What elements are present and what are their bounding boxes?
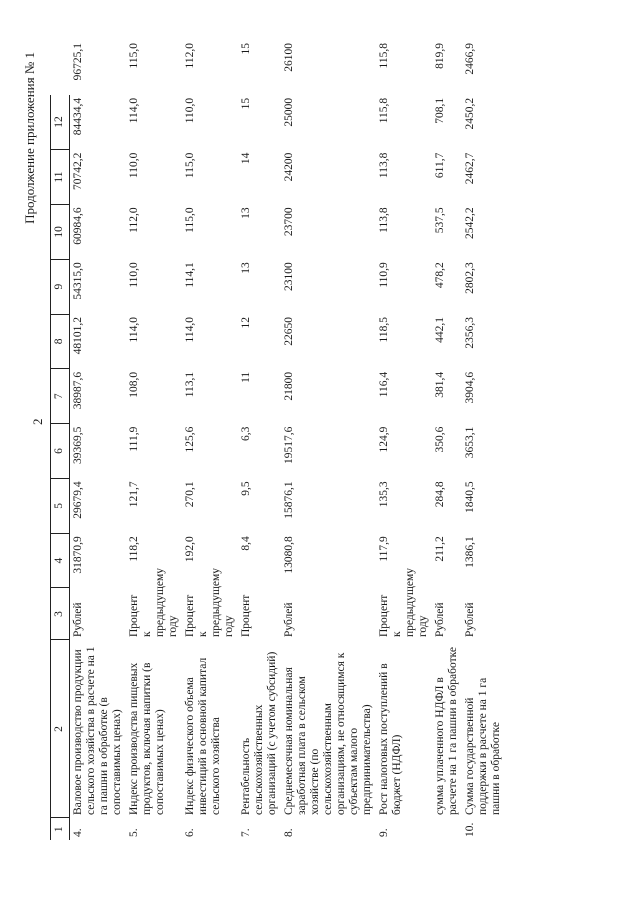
row-index: 4. [72,828,84,837]
value-cell: 6,3 [240,426,252,441]
value-cell: 108,0 [128,371,140,398]
row-index: 7. [240,828,252,837]
table-row [70,40,127,840]
value-cell: 124,9 [378,426,390,453]
value-cell: 48101,2 [72,317,84,355]
column-header: 1 [51,818,70,840]
value-cell: 350,6 [434,426,446,453]
value-cell: 117,9 [378,536,390,562]
unit-cell: Процент к предыдущему году [184,567,235,637]
column-header: 8 [51,314,70,369]
value-cell: 819,9 [434,43,446,69]
value-cell: 22650 [283,317,295,346]
value-cell: 9,5 [240,481,252,496]
row-index: 10. [464,822,476,837]
row-index: 6. [184,828,196,837]
value-cell: 13 [240,207,252,219]
table-row [281,40,376,840]
value-cell: 1840,5 [464,481,476,514]
value-cell: 3653,1 [464,426,476,459]
value-cell: 115,0 [184,207,196,233]
value-cell: 708,1 [434,97,446,124]
value-cell: 25000 [283,97,295,127]
table-header-row [51,40,70,840]
value-cell: 111,9 [128,426,140,452]
value-cell: 2542,2 [464,207,476,240]
value-cell: 2462,7 [464,152,476,185]
value-cell: 11 [240,371,252,383]
value-cell: 26100 [283,43,295,72]
unit-cell: Процент к предыдущему году [128,567,179,637]
value-cell: 70742,2 [72,152,84,190]
unit-cell: Рублей [72,602,84,637]
value-cell: 84434,4 [72,97,84,136]
value-cell: 54315,0 [72,262,84,300]
value-cell: 8,4 [240,536,252,551]
value-cell: 381,4 [434,371,446,398]
value-cell: 115,8 [378,97,390,124]
continuation-caption: Продолжение приложения № 1 [22,52,37,224]
rotated-sheet [0,10,640,870]
value-cell: 114,1 [184,262,196,288]
value-cell: 60984,6 [72,207,84,245]
table-row [462,40,505,840]
row-index: 5. [128,828,140,837]
value-cell: 110,0 [184,97,196,124]
column-header: 10 [51,204,70,259]
indicator-name: Сумма государственной поддержки в расчете на 1 га пашни в обработке [464,677,502,815]
value-cell: 121,7 [128,481,140,508]
value-cell: 211,2 [434,536,446,562]
value-cell: 14 [240,152,252,165]
value-cell: 39369,5 [72,426,84,464]
value-cell: 15876,1 [283,481,295,519]
value-cell: 24200 [283,152,295,182]
column-header: 12 [51,95,70,150]
value-cell: 113,1 [184,371,196,398]
column-header: 7 [51,369,70,424]
value-cell: 112,0 [128,207,140,233]
value-cell: 611,7 [434,152,446,179]
value-cell: 135,3 [378,481,390,508]
indicator-name: Рост налоговых поступлений в бюджет (НДФЛ) [378,663,403,815]
unit-cell: Рублей [434,602,446,637]
value-cell: 442,1 [434,317,446,343]
column-header: 5 [51,478,70,533]
indicators-table [50,40,505,840]
value-cell: 1386,1 [464,536,476,568]
column-header: 2 [51,640,70,818]
value-cell: 96725,1 [71,43,84,81]
value-cell: 23100 [283,262,295,291]
value-cell: 115,8 [378,43,390,69]
table-row [432,40,462,840]
column-header: 9 [51,259,70,314]
value-cell: 2466,9 [464,43,476,75]
value-cell: 478,2 [434,262,446,289]
value-cell: 15 [240,97,252,110]
value-cell: 113,8 [378,152,390,179]
value-cell: 192,0 [184,536,196,563]
value-cell: 31870,9 [72,536,84,574]
value-cell: 113,8 [378,207,390,233]
page-number: 2 [30,418,45,425]
value-cell: 110,0 [128,152,140,179]
value-cell: 118,5 [378,317,390,343]
indicator-name: Индекс физического объема инвестиций в основной капитал сельского хозяйства [184,657,222,815]
column-header: 4 [51,533,70,588]
table-row [238,40,281,840]
value-cell: 284,8 [434,481,446,508]
value-cell: 125,6 [184,426,196,453]
value-cell: 2450,2 [464,97,476,130]
column-header: 11 [51,150,70,205]
table-row [376,40,432,840]
value-cell: 15 [240,43,252,55]
column-header: 6 [51,424,70,479]
value-cell: 21800 [283,371,295,401]
value-cell: 12 [240,317,252,329]
indicator-name: Рентабельность сельскохозяйственных организаций (с учетом субсидий) [240,651,278,815]
value-cell: 118,2 [128,536,140,562]
column-header: 3 [51,588,70,640]
value-cell: 114,0 [184,317,196,343]
value-cell: 13080,8 [283,536,295,574]
value-cell: 116,4 [378,371,390,398]
value-cell: 110,9 [378,262,390,288]
indicator-name: Индекс производства пищевых продуктов, включая напитки (в сопоставимых ценах) [128,662,166,815]
value-cell: 110,0 [128,262,140,288]
row-index: 9. [378,828,390,837]
value-cell: 114,0 [128,97,140,124]
table-row [126,40,182,840]
value-cell: 13 [240,262,252,274]
row-index: 8. [283,828,295,837]
value-cell: 114,0 [128,317,140,343]
value-cell: 23700 [283,207,295,237]
indicator-name: сумма уплаченного НДФЛ в расчете на 1 га пашни в обработке [434,646,459,815]
table-body [70,40,506,840]
value-cell: 112,0 [184,43,196,69]
table-row [182,40,238,840]
value-cell: 3904,6 [464,371,476,404]
unit-cell: Рублей [464,602,476,637]
unit-cell: Процент [240,594,252,637]
value-cell: 2356,3 [464,317,476,349]
unit-cell: Процент к предыдущему году [378,567,429,637]
value-cell: 19517,6 [283,426,295,464]
value-cell: 115,0 [128,43,140,69]
value-cell: 115,0 [184,152,196,179]
value-cell: 2802,3 [464,262,476,294]
row-index [432,818,462,840]
indicator-name: Валовое производство продукции сельского хозяйства в расчете на 1 га пашни в обработке (в сопоставимых ценах) [72,646,123,815]
value-cell: 29679,4 [72,481,84,519]
unit-cell: Рублей [283,602,295,637]
value-cell: 38987,6 [72,371,84,410]
value-cell: 537,5 [434,207,446,234]
value-cell: 270,1 [184,481,196,508]
indicator-name: Среднемесячная номинальная заработная плата в сельском хозяйстве (по сельскохозяйственным организациям, не относящимся к субъектам малого предпринимательства) [283,652,373,815]
